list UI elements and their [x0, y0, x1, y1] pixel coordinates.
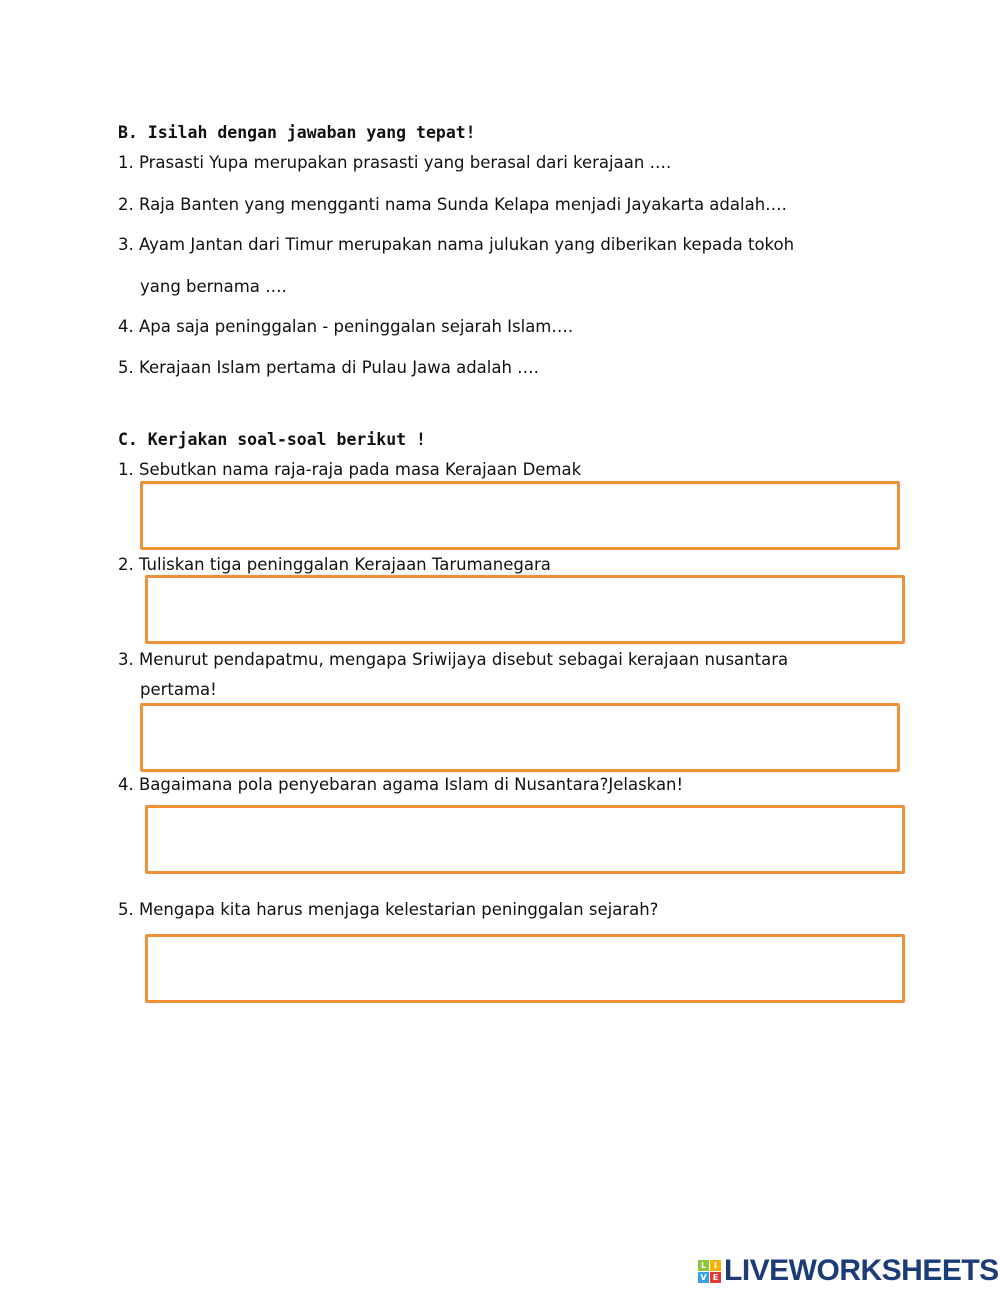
answer-box-c3[interactable]	[140, 703, 900, 772]
section-c-heading: C. Kerjakan soal-soal berikut !	[118, 430, 426, 449]
question-c3: 3. Menurut pendapatmu, mengapa Sriwijaya disebut sebagai kerajaan nusantara	[118, 650, 789, 669]
answer-box-c2[interactable]	[145, 575, 905, 644]
logo-text: LIVEWORKSHEETS	[724, 1254, 999, 1287]
question-b2: 2. Raja Banten yang mengganti nama Sunda Kelapa menjadi Jayakarta adalah….	[118, 195, 787, 214]
logo-cubes-icon	[698, 1260, 721, 1283]
question-c2: 2. Tuliskan tiga peninggalan Kerajaan Tarumanegara	[118, 555, 551, 574]
question-c3-continued: pertama!	[140, 680, 217, 699]
logo-cube: E	[710, 1272, 721, 1283]
question-c4: 4. Bagaimana pola penyebaran agama Islam di Nusantara?Jelaskan!	[118, 775, 684, 794]
answer-box-c5[interactable]	[145, 934, 905, 1003]
question-b4: 4. Apa saja peninggalan - peninggalan sejarah Islam….	[118, 317, 574, 336]
question-b1: 1. Prasasti Yupa merupakan prasasti yang berasal dari kerajaan ….	[118, 153, 672, 172]
question-b3: 3. Ayam Jantan dari Timur merupakan nama julukan yang diberikan kepada tokoh	[118, 235, 795, 254]
question-c1: 1. Sebutkan nama raja-raja pada masa Kerajaan Demak	[118, 460, 582, 479]
liveworksheets-logo	[698, 1254, 999, 1288]
answer-box-c1[interactable]	[140, 481, 900, 550]
logo-cube: V	[698, 1272, 709, 1283]
logo-cube: I	[710, 1260, 721, 1271]
logo-cube: L	[698, 1260, 709, 1271]
question-b5: 5. Kerajaan Islam pertama di Pulau Jawa adalah ….	[118, 358, 539, 377]
question-b3-continued: yang bernama ….	[140, 277, 287, 296]
question-c5: 5. Mengapa kita harus menjaga kelestarian peninggalan sejarah?	[118, 900, 659, 919]
answer-box-c4[interactable]	[145, 805, 905, 874]
section-b-heading: B. Isilah dengan jawaban yang tepat!	[118, 123, 476, 142]
